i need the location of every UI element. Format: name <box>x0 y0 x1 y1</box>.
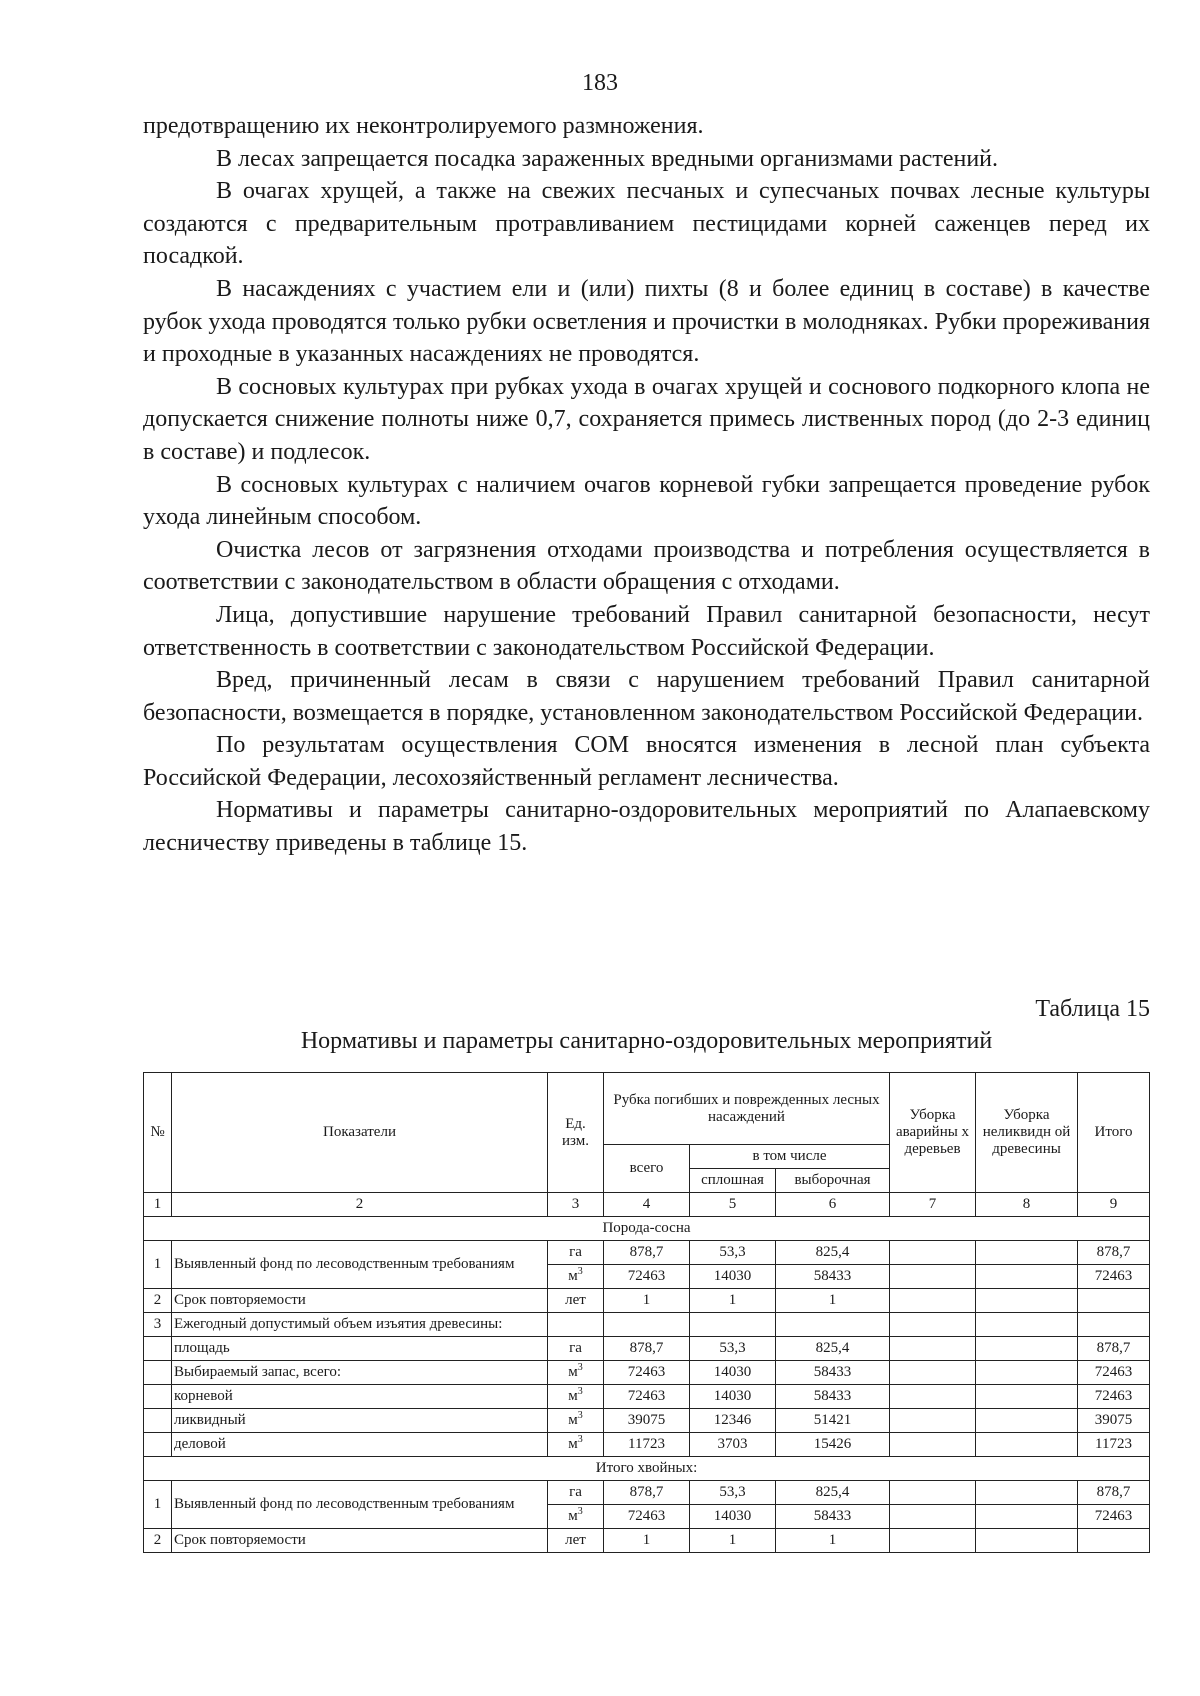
row-unit: $м^3$ <box>548 1361 604 1385</box>
paragraph: В сосновых культурах при рубках ухода в очагах хрущей и соснового подкорного клопа не допускается снижение полноты ниже 0,7, сохраняется примесь лиственных пород (до 2-3 единиц в составе) и подлесок. <box>143 373 1150 465</box>
page-number: 183 <box>582 70 618 96</box>
row-value <box>890 1529 976 1553</box>
row-value: 878,7 <box>604 1337 690 1361</box>
header-total: Итого <box>1078 1073 1150 1193</box>
row-value: 53,3 <box>690 1481 776 1505</box>
row-value <box>890 1433 976 1457</box>
row-value <box>890 1385 976 1409</box>
row-value: 58433 <box>776 1361 890 1385</box>
header-windfall: Уборка аварийны х деревьев <box>890 1073 976 1193</box>
row-value <box>1078 1313 1150 1337</box>
row-value <box>890 1505 976 1529</box>
row-value <box>976 1265 1078 1289</box>
section-row <box>144 1217 1150 1241</box>
row-value <box>976 1313 1078 1337</box>
row-value: 1 <box>776 1529 890 1553</box>
row-label: ликвидный <box>172 1409 548 1433</box>
row-label: Срок повторяемости <box>172 1289 548 1313</box>
paragraph: В сосновых культурах с наличием очагов корневой губки запрещается проведение рубок ухода линейным способом. <box>143 471 1150 531</box>
row-value <box>690 1313 776 1337</box>
row-value <box>976 1289 1078 1313</box>
row-unit <box>548 1313 604 1337</box>
row-value: 1 <box>690 1529 776 1553</box>
row-value: 72463 <box>604 1505 690 1529</box>
row-number <box>144 1385 172 1409</box>
row-unit: лет <box>548 1289 604 1313</box>
row-unit: $м^3$ <box>548 1433 604 1457</box>
row-value: 1 <box>776 1289 890 1313</box>
col-number: 9 <box>1078 1193 1150 1217</box>
row-value: 72463 <box>1078 1505 1150 1529</box>
table-title: Нормативы и параметры санитарно-оздоровительных мероприятий <box>300 1028 993 1054</box>
row-value: 878,7 <box>604 1241 690 1265</box>
row-value: 58433 <box>776 1505 890 1529</box>
body-text <box>143 110 1150 860</box>
paragraph: В очагах хрущей, а также на свежих песчаных и супесчаных почвах лесные культуры создаются с предварительным протравливанием пестицидами корней саженцев перед их посадкой. <box>143 178 1150 270</box>
row-value: 14030 <box>690 1265 776 1289</box>
row-number <box>144 1409 172 1433</box>
row-value: 11723 <box>604 1433 690 1457</box>
row-unit: га <box>548 1481 604 1505</box>
row-value <box>976 1409 1078 1433</box>
row-value <box>890 1409 976 1433</box>
col-number: 5 <box>690 1193 776 1217</box>
table-row <box>144 1337 1150 1361</box>
header-illiquid: Уборка неликвидн ой древесины <box>976 1073 1078 1193</box>
table-row <box>144 1433 1150 1457</box>
row-number: 2 <box>144 1289 172 1313</box>
row-value: 878,7 <box>1078 1241 1150 1265</box>
col-number: 8 <box>976 1193 1078 1217</box>
row-value <box>976 1433 1078 1457</box>
header-row <box>144 1073 1150 1145</box>
header-all: всего <box>604 1145 690 1193</box>
row-number: 1 <box>144 1241 172 1289</box>
row-value <box>1078 1529 1150 1553</box>
row-value: 39075 <box>1078 1409 1150 1433</box>
row-value <box>976 1529 1078 1553</box>
row-value <box>890 1265 976 1289</box>
row-value: 878,7 <box>1078 1337 1150 1361</box>
row-unit: $м^3$ <box>548 1385 604 1409</box>
row-label: Срок повторяемости <box>172 1529 548 1553</box>
row-value: 14030 <box>690 1505 776 1529</box>
row-label: Выявленный фонд по лесоводственным требованиям <box>172 1241 548 1289</box>
row-value: 15426 <box>776 1433 890 1457</box>
paragraph: Лица, допустившие нарушение требований Правил санитарной безопасности, несут ответственность в соответствии с законодательством Российской Федерации. <box>143 601 1150 661</box>
section-row <box>144 1457 1150 1481</box>
row-value: 14030 <box>690 1361 776 1385</box>
row-value <box>976 1505 1078 1529</box>
row-value <box>976 1481 1078 1505</box>
header-incl: в том числе <box>690 1145 890 1169</box>
row-value: 825,4 <box>776 1241 890 1265</box>
header-selective: выборочная <box>776 1169 890 1193</box>
table-row <box>144 1241 1150 1265</box>
paragraph: В насаждениях с участием ели и (или) пихты (8 и более единиц в составе) в качестве рубок ухода проводятся только рубки осветления и прочистки в молодняках. Рубки прореживания и проходные в указанных насаждениях не проводятся. <box>143 275 1150 368</box>
norms-table <box>143 1072 1150 1553</box>
row-value: 72463 <box>1078 1265 1150 1289</box>
section-title: Порода-сосна <box>144 1217 1150 1241</box>
row-number: 3 <box>144 1313 172 1337</box>
row-value <box>976 1241 1078 1265</box>
row-value: 72463 <box>1078 1361 1150 1385</box>
row-value: 1 <box>604 1289 690 1313</box>
row-value <box>890 1337 976 1361</box>
row-value: 825,4 <box>776 1337 890 1361</box>
row-unit: $м^3$ <box>548 1409 604 1433</box>
row-value: 12346 <box>690 1409 776 1433</box>
paragraph: предотвращению их неконтролируемого размножения. <box>143 113 704 139</box>
row-value: 3703 <box>690 1433 776 1457</box>
row-value: 53,3 <box>690 1241 776 1265</box>
row-value <box>890 1241 976 1265</box>
row-number <box>144 1337 172 1361</box>
row-value: 14030 <box>690 1385 776 1409</box>
paragraph: Нормативы и параметры санитарно-оздоровительных мероприятий по Алапаевскому лесничеству приведены в таблице 15. <box>143 797 1150 857</box>
row-label: площадь <box>172 1337 548 1361</box>
paragraph: По результатам осуществления СОМ вносятся изменения в лесной план субъекта Российской Федерации, лесохозяйственный регламент лесничества. <box>143 732 1150 791</box>
col-number: 4 <box>604 1193 690 1217</box>
row-value <box>890 1361 976 1385</box>
row-label: деловой <box>172 1433 548 1457</box>
col-number: 6 <box>776 1193 890 1217</box>
table-label: Таблица 15 <box>1035 996 1150 1022</box>
paragraph: Вред, причиненный лесам в связи с нарушением требований Правил санитарной безопасности, возмещается в порядке, установленном законодательством Российской Федерации. <box>143 667 1150 726</box>
row-value: 58433 <box>776 1385 890 1409</box>
row-number: 2 <box>144 1529 172 1553</box>
row-number: 1 <box>144 1481 172 1529</box>
row-value: 11723 <box>1078 1433 1150 1457</box>
row-value <box>976 1385 1078 1409</box>
row-value <box>890 1481 976 1505</box>
row-value <box>890 1289 976 1313</box>
row-value: 58433 <box>776 1265 890 1289</box>
col-number: 2 <box>172 1193 548 1217</box>
row-number <box>144 1361 172 1385</box>
row-value: 39075 <box>604 1409 690 1433</box>
row-label: Выявленный фонд по лесоводственным требованиям <box>172 1481 548 1529</box>
row-value <box>776 1313 890 1337</box>
table-row <box>144 1409 1150 1433</box>
header-unit: Ед. изм. <box>548 1073 604 1193</box>
header-felling: Рубка погибших и поврежденных лесных насаждений <box>604 1073 890 1145</box>
header-num: № <box>144 1073 172 1193</box>
section-title: Итого хвойных: <box>144 1457 1150 1481</box>
row-number <box>144 1433 172 1457</box>
row-label: Ежегодный допустимый объем изъятия древесины: <box>172 1313 548 1337</box>
row-label: Выбираемый запас, всего: <box>172 1361 548 1385</box>
row-value: 72463 <box>604 1361 690 1385</box>
row-value: 72463 <box>1078 1385 1150 1409</box>
row-value: 825,4 <box>776 1481 890 1505</box>
column-number-row <box>144 1193 1150 1217</box>
row-value <box>976 1337 1078 1361</box>
col-number: 7 <box>890 1193 976 1217</box>
row-value <box>890 1313 976 1337</box>
row-value: 51421 <box>776 1409 890 1433</box>
row-value: 878,7 <box>1078 1481 1150 1505</box>
col-number: 3 <box>548 1193 604 1217</box>
row-unit: га <box>548 1241 604 1265</box>
row-value <box>604 1313 690 1337</box>
row-value: 72463 <box>604 1265 690 1289</box>
row-value: 1 <box>690 1289 776 1313</box>
row-value <box>976 1361 1078 1385</box>
table-row <box>144 1289 1150 1313</box>
header-indicators: Показатели <box>172 1073 548 1193</box>
table-row <box>144 1313 1150 1337</box>
row-unit: $м^3$ <box>548 1265 604 1289</box>
row-unit: га <box>548 1337 604 1361</box>
col-number: 1 <box>144 1193 172 1217</box>
paragraph: В лесах запрещается посадка зараженных вредными организмами растений. <box>216 145 999 172</box>
table-row <box>144 1481 1150 1505</box>
table-row <box>144 1529 1150 1553</box>
row-value: 878,7 <box>604 1481 690 1505</box>
table-row <box>144 1361 1150 1385</box>
row-value <box>1078 1289 1150 1313</box>
row-label: корневой <box>172 1385 548 1409</box>
row-unit: лет <box>548 1529 604 1553</box>
row-value: 1 <box>604 1529 690 1553</box>
table-row <box>144 1385 1150 1409</box>
row-value: 53,3 <box>690 1337 776 1361</box>
row-unit: $м^3$ <box>548 1505 604 1529</box>
header-clear: сплошная <box>690 1169 776 1193</box>
paragraph: Очистка лесов от загрязнения отходами производства и потребления осуществляется в соответствии с законодательством в области обращения с отходами. <box>143 536 1150 596</box>
row-value: 72463 <box>604 1385 690 1409</box>
